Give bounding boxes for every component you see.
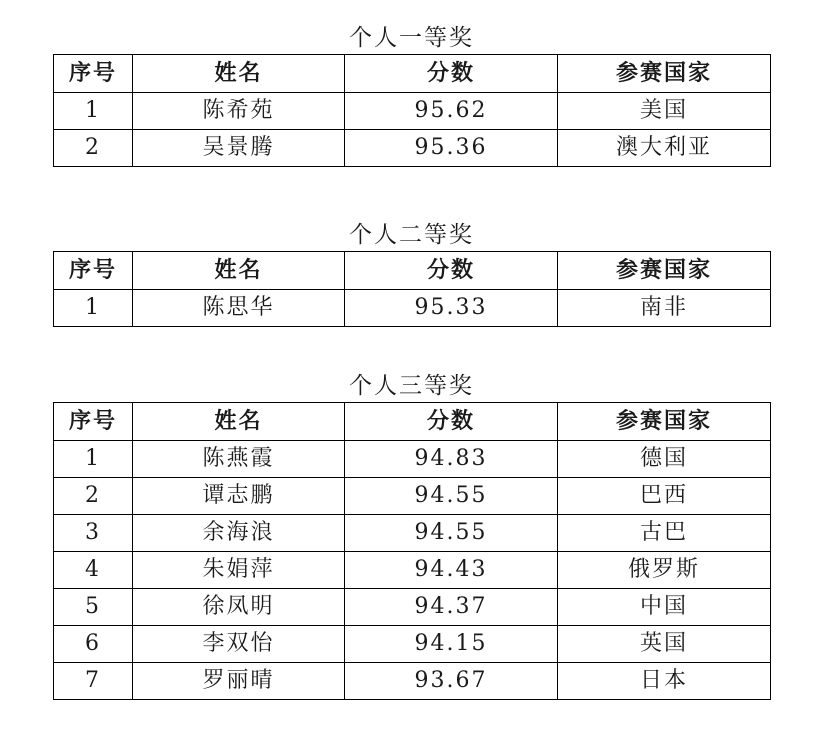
cell-name: 罗丽晴: [133, 663, 345, 700]
table-row: [54, 290, 771, 327]
table-row: [54, 441, 771, 478]
cell-country: 俄罗斯: [558, 552, 771, 589]
header-country: 参赛国家: [558, 403, 771, 441]
cell-name: 李双怡: [133, 626, 345, 663]
cell-score: 94.83: [345, 441, 558, 478]
table-row: [54, 552, 771, 589]
cell-index: 7: [54, 663, 133, 700]
cell-index: 2: [54, 130, 133, 167]
award-table: [53, 251, 771, 327]
table-row: [54, 663, 771, 700]
table-header-row: [54, 403, 771, 441]
table-row: [54, 515, 771, 552]
cell-score: 93.67: [345, 663, 558, 700]
table-header-row: [54, 55, 771, 93]
cell-country: 澳大利亚: [558, 130, 771, 167]
cell-country: 古巴: [558, 515, 771, 552]
header-name: 姓名: [133, 55, 345, 93]
cell-score: 95.36: [345, 130, 558, 167]
cell-name: 徐凤明: [133, 589, 345, 626]
table-row: [54, 130, 771, 167]
cell-name: 陈燕霞: [133, 441, 345, 478]
award-section-third-prize: [53, 372, 770, 700]
section-title: 个人二等奖: [349, 222, 474, 248]
cell-index: 6: [54, 626, 133, 663]
cell-index: 1: [54, 93, 133, 130]
cell-score: 94.15: [345, 626, 558, 663]
header-name: 姓名: [133, 403, 345, 441]
header-name: 姓名: [133, 252, 345, 290]
section-title: 个人一等奖: [349, 25, 474, 51]
cell-name: 陈思华: [133, 290, 345, 327]
section-title: 个人三等奖: [349, 373, 474, 399]
cell-index: 2: [54, 478, 133, 515]
table-row: [54, 478, 771, 515]
cell-country: 英国: [558, 626, 771, 663]
cell-score: 95.33: [345, 290, 558, 327]
cell-index: 5: [54, 589, 133, 626]
header-index: 序号: [54, 403, 133, 441]
cell-country: 美国: [558, 93, 771, 130]
cell-score: 94.55: [345, 478, 558, 515]
cell-country: 中国: [558, 589, 771, 626]
cell-country: 巴西: [558, 478, 771, 515]
header-country: 参赛国家: [558, 55, 771, 93]
header-index: 序号: [54, 55, 133, 93]
cell-country: 南非: [558, 290, 771, 327]
header-index: 序号: [54, 252, 133, 290]
header-score: 分数: [345, 55, 558, 93]
table-row: [54, 626, 771, 663]
table-row: [54, 589, 771, 626]
cell-index: 4: [54, 552, 133, 589]
cell-index: 3: [54, 515, 133, 552]
cell-score: 94.55: [345, 515, 558, 552]
award-section-first-prize: [53, 24, 770, 167]
table-header-row: [54, 252, 771, 290]
cell-score: 94.43: [345, 552, 558, 589]
award-section-second-prize: [53, 221, 770, 327]
header-score: 分数: [345, 252, 558, 290]
table-row: [54, 93, 771, 130]
cell-name: 谭志鹏: [133, 478, 345, 515]
header-country: 参赛国家: [558, 252, 771, 290]
cell-index: 1: [54, 290, 133, 327]
cell-name: 朱娟萍: [133, 552, 345, 589]
header-score: 分数: [345, 403, 558, 441]
cell-index: 1: [54, 441, 133, 478]
cell-name: 余海浪: [133, 515, 345, 552]
cell-score: 94.37: [345, 589, 558, 626]
cell-country: 日本: [558, 663, 771, 700]
award-table: [53, 402, 771, 700]
cell-name: 吴景腾: [133, 130, 345, 167]
award-table: [53, 54, 771, 167]
cell-country: 德国: [558, 441, 771, 478]
cell-score: 95.62: [345, 93, 558, 130]
cell-name: 陈希苑: [133, 93, 345, 130]
